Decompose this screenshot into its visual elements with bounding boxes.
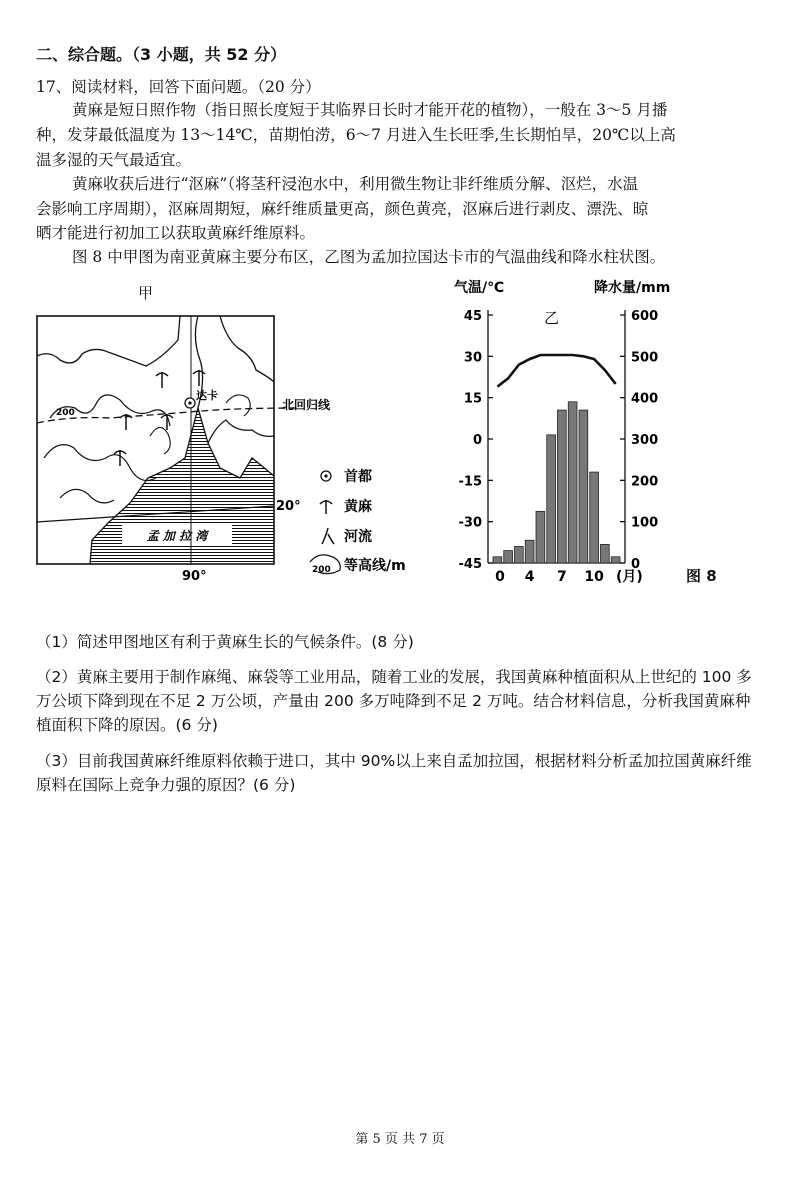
lat-label: 20°: [276, 499, 301, 514]
city-label: 达卡: [196, 389, 218, 402]
precip-tick-label: 0: [631, 557, 641, 572]
x-tick-label: 4: [524, 569, 535, 585]
legend-capital: 首都: [344, 469, 372, 485]
legend-contour: 等高线/m: [344, 558, 406, 574]
contour-value: 200: [56, 408, 75, 418]
temp-tick-label: -15: [458, 474, 482, 490]
precip-tick-label: 500: [631, 350, 659, 366]
lon-label: 90°: [182, 569, 207, 584]
precip-bar: [504, 551, 513, 563]
question-2: （2）黄麻主要用于制作麻绳、麻袋等工业用品，随着工业的发展，我国黄麻种植面积从上世纪的 100 多万公顷下降到现在不足 2 万公顷，产量由 200 多万吨降到不足 2 万吨。结合材料信息，分析我国黄麻种植面积下降的原因。(6 分): [36, 668, 752, 734]
precip-bar: [568, 402, 577, 563]
figure-label: 图 8: [686, 567, 717, 585]
climate-chart: [440, 270, 740, 595]
legend-river-icon: [322, 528, 334, 544]
temp-tick-label: 15: [463, 391, 482, 407]
x-tick-label: 7: [557, 569, 567, 585]
legend-river: 河流: [344, 529, 372, 545]
precip-bar: [547, 435, 556, 563]
para1-line1: 黄麻是短日照作物（指日照长度短于其临界日长时才能开花的植物），一般在 3～5 月播: [72, 101, 668, 119]
bay-label: 孟 加 拉 湾: [146, 529, 208, 543]
precip-tick-label: 400: [631, 391, 659, 407]
precip-tick-label: 600: [631, 309, 659, 324]
para2-line3: 晒才能进行初加工以获取黄麻纤维原料。: [36, 224, 316, 242]
precip-bar: [590, 472, 599, 563]
legend-jute: 黄麻: [344, 499, 372, 515]
question-3: （3）目前我国黄麻纤维原料依赖于进口，其中 90%以上来自孟加拉国，根据材料分析孟加拉国黄麻纤维原料在国际上竞争力强的原因？(6 分): [36, 752, 752, 794]
precip-bar: [558, 410, 567, 563]
temp-tick-label: -45: [458, 557, 482, 572]
x-unit-label: (月): [616, 569, 643, 585]
temp-tick-label: -30: [458, 515, 482, 531]
section-title: 二、综合题。（3 小题，共 52 分）: [36, 45, 287, 64]
map-figure: [30, 308, 440, 590]
precip-tick-label: 100: [631, 515, 659, 531]
para2-line1: 黄麻收获后进行“沤麻”（将茎秆浸泡水中，利用微生物让非纤维质分解、沤烂，水温: [72, 175, 639, 193]
precip-bar: [536, 511, 545, 563]
temperature-line: [497, 355, 615, 387]
tropic-label: 北回归线: [282, 398, 331, 412]
precip-bar: [601, 544, 610, 563]
temp-tick-label: 45: [463, 309, 482, 324]
legend-jute-icon: [320, 500, 332, 514]
precip-bar: [493, 557, 502, 563]
right-axis-label: 降水量/mm: [594, 280, 671, 296]
temp-tick-label: 30: [463, 350, 482, 366]
para1-line2: 种，发芽最低温度为 13～14℃，苗期怕涝，6～7 月进入生长旺季,生长期怕旱，20℃以上高: [36, 126, 676, 144]
map-title: 甲: [138, 284, 154, 302]
question-17-header: 17、阅读材料，回答下面问题。（20 分）: [36, 78, 321, 96]
question-1: （1）简述甲图地区有利于黄麻生长的气候条件。(8 分): [36, 633, 414, 651]
para2-line2: 会影响工序周期），沤麻周期短，麻纤维质量更高，颜色黄亮，沤麻后进行剥皮、漂洗、晾: [36, 200, 649, 218]
para1-line3: 温多湿的天气最适宜。: [36, 151, 192, 169]
x-tick-label: 10: [584, 569, 604, 585]
map-legend: [310, 468, 406, 575]
chart-title: 乙: [544, 309, 560, 327]
legend-contour-sample: 200: [312, 565, 331, 575]
precip-bar: [579, 410, 588, 563]
x-tick-label: 0: [495, 569, 505, 585]
temp-tick-label: 0: [472, 433, 482, 448]
precip-tick-label: 200: [631, 474, 659, 490]
page-footer: 第 5 页 共 7 页: [355, 1132, 445, 1147]
precip-bar: [525, 540, 534, 563]
left-axis-label: 气温/℃: [454, 280, 505, 296]
precip-bar: [515, 546, 524, 563]
para3-line1: 图 8 中甲图为南亚黄麻主要分布区，乙图为孟加拉国达卡市的气温曲线和降水柱状图。: [72, 248, 666, 266]
precip-tick-label: 300: [631, 433, 659, 448]
precip-bar: [611, 557, 620, 563]
